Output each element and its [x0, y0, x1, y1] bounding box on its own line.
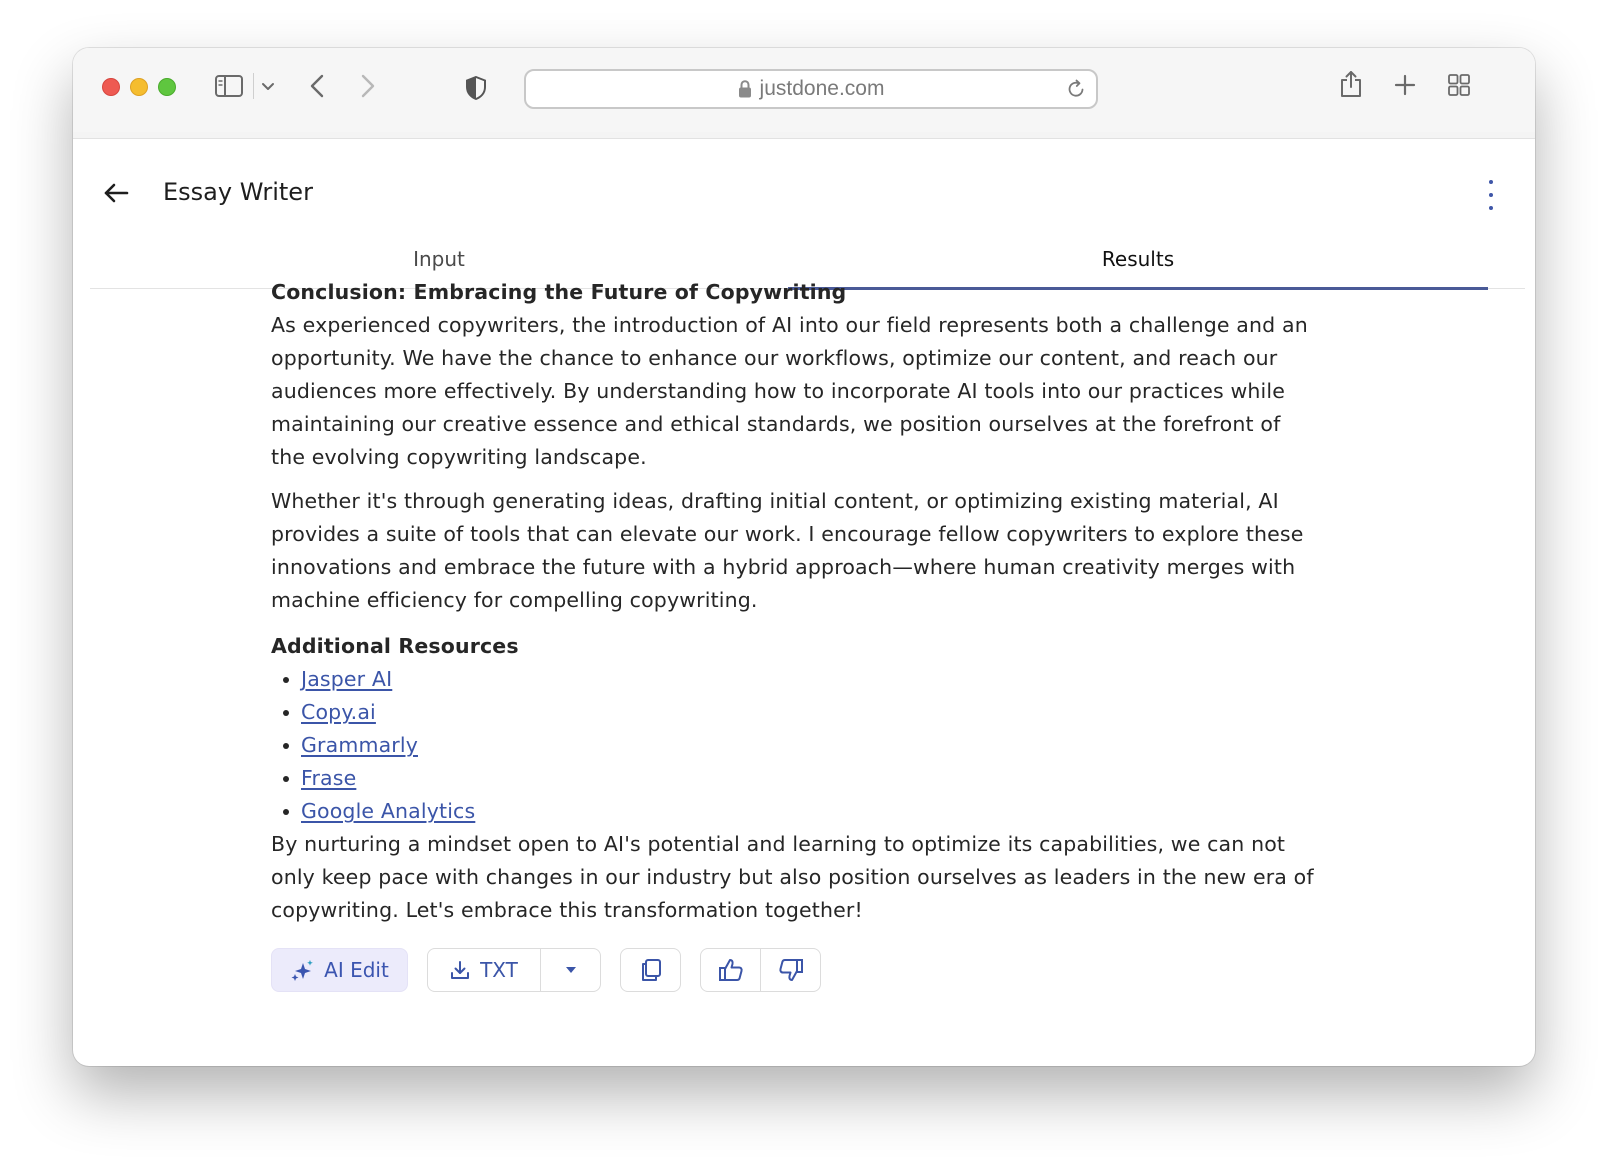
reload-icon[interactable] [1066, 79, 1086, 104]
back-icon[interactable] [307, 72, 327, 100]
resource-link-jasper-ai[interactable]: Jasper AI [301, 667, 393, 691]
thumbs-up-icon [718, 958, 744, 982]
bullet [283, 809, 289, 815]
section-heading: Conclusion: Embracing the Future of Copywriting [271, 280, 847, 304]
bullet [283, 710, 289, 716]
new-tab-icon[interactable] [1393, 73, 1417, 97]
resources-list [271, 663, 475, 828]
download-txt-button[interactable] [428, 949, 541, 991]
resource-link-grammarly[interactable]: Grammarly [301, 733, 418, 757]
list-item [271, 663, 475, 696]
copy-button[interactable] [620, 948, 681, 992]
caret-down-icon [565, 966, 577, 974]
copy-icon [640, 958, 662, 982]
tab-input[interactable]: Input [413, 247, 465, 271]
thumbs-up-button[interactable] [701, 949, 761, 991]
txt-download-group [427, 948, 601, 992]
forward-icon[interactable] [358, 72, 378, 100]
conclusion-paragraph: As experienced copywriters, the introduction of AI into our field represents both a challenge and an opportunity. We have the chance to enhance our workflows, optimize our content, and reach our audiences more effectively. By understanding how to incorporate AI tools into our practices while maintaining our creative essence and ethical standards, we position ourselves at the forefront of the evolving copywriting landscape. [271, 313, 1308, 469]
zoom-window-button[interactable] [158, 78, 176, 96]
lock-icon [738, 80, 752, 98]
sidebar-icon[interactable] [214, 73, 244, 99]
shield-icon[interactable] [465, 75, 487, 101]
toolbar-divider [253, 73, 254, 99]
list-item [271, 795, 475, 828]
format-dropdown-button[interactable] [541, 949, 600, 991]
list-item [271, 696, 475, 729]
resource-link-google-analytics[interactable]: Google Analytics [301, 799, 476, 823]
list-item [271, 762, 475, 795]
thumbs-down-button[interactable] [761, 949, 820, 991]
browser-toolbar [73, 48, 1535, 133]
sparkle-icon [290, 959, 314, 981]
tab-results[interactable]: Results [1101, 247, 1175, 271]
feedback-group [700, 948, 821, 992]
results-content [271, 280, 1321, 1000]
kebab-menu-icon[interactable] [1481, 180, 1501, 210]
ai-edit-label: AI Edit [324, 958, 389, 982]
resource-link-copy-ai[interactable]: Copy.ai [301, 700, 376, 724]
resources-heading: Additional Resources [271, 634, 519, 658]
ai-edit-button[interactable] [271, 948, 408, 992]
bullet [283, 677, 289, 683]
bullet [283, 776, 289, 782]
encouragement-paragraph: Whether it's through generating ideas, drafting initial content, or optimizing existing material, AI provides a suite of tools that can elevate our work. I encourage fellow copywriters to explore these innovations and embrace the future with a hybrid approach—where human creativity merges with machine efficiency for compelling copywriting. [271, 489, 1304, 612]
close-window-button[interactable] [102, 78, 120, 96]
page-title: Essay Writer [163, 178, 313, 206]
chevron-down-icon[interactable] [259, 78, 277, 94]
minimize-window-button[interactable] [130, 78, 148, 96]
arrow-left-icon[interactable] [101, 178, 131, 208]
resource-link-frase[interactable]: Frase [301, 766, 357, 790]
closing-paragraph: By nurturing a mindset open to AI's potential and learning to optimize its capabilities, we can not only keep pace with changes in our industry but also position ourselves as leaders in the new era of copywriting. Let's embrace this transformation together! [271, 832, 1314, 922]
url-text: justdone.com [759, 77, 885, 100]
share-icon[interactable] [1338, 68, 1364, 100]
list-item [271, 729, 475, 762]
thumbs-down-icon [778, 958, 804, 982]
tab-overview-icon[interactable] [1447, 73, 1471, 97]
browser-window [73, 48, 1535, 1066]
download-icon [450, 960, 470, 980]
bullet [283, 743, 289, 749]
address-bar[interactable] [524, 69, 1098, 109]
txt-label: TXT [480, 958, 518, 982]
